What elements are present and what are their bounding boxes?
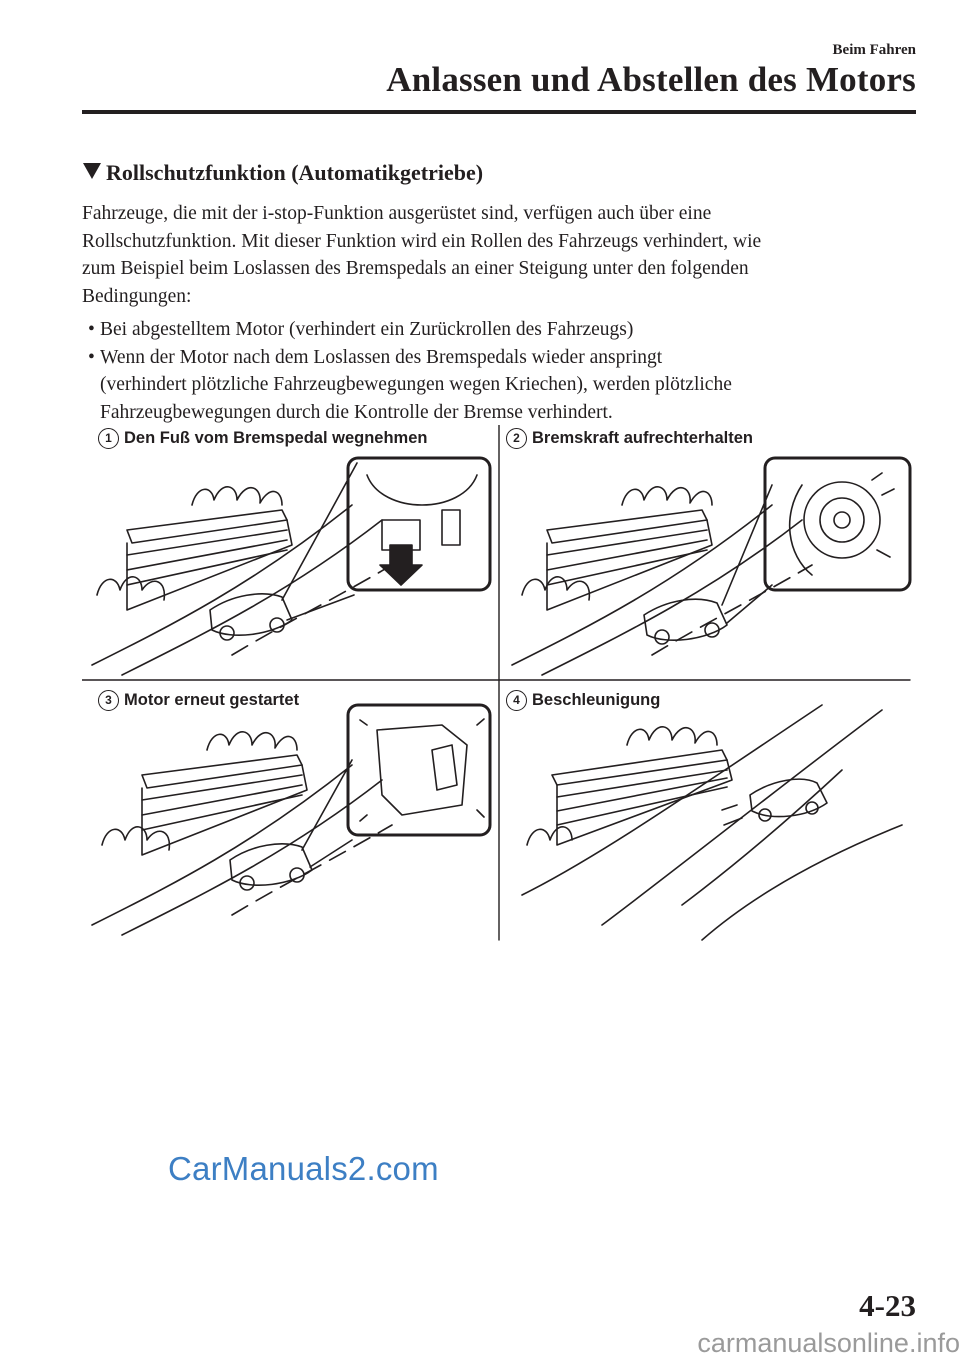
- page-title: Anlassen und Abstellen des Motors: [386, 60, 916, 99]
- header-rule: [82, 110, 916, 114]
- panel-label-text: Bremskraft aufrechterhalten: [532, 429, 753, 447]
- step-number-badge: 3: [98, 690, 119, 711]
- rollback-illustration: [82, 425, 916, 945]
- bullet-line: (verhindert plötzliche Fahrzeugbewegungen wegen Kriechen), werden plötzliche: [100, 374, 732, 396]
- watermark: CarManuals2.com: [168, 1150, 439, 1187]
- body-paragraph: [82, 200, 882, 310]
- bullet-line: Wenn der Motor nach dem Loslassen des Bremspedals wieder anspringt: [100, 346, 663, 368]
- scene-1: [92, 458, 490, 675]
- panel-label-text: Motor erneut gestartet: [124, 691, 300, 709]
- step-number-badge: 4: [506, 690, 527, 711]
- section-heading: [82, 160, 483, 186]
- scene-2: [512, 458, 910, 675]
- header-section: Beim Fahren: [832, 42, 916, 58]
- scene-4: [522, 705, 902, 940]
- paragraph-line: Bedingungen:: [82, 285, 192, 307]
- panel-label-text: Den Fuß vom Bremspedal wegnehmen: [124, 429, 428, 447]
- page-number: 4-23: [859, 1288, 916, 1323]
- triangle-down-icon: [82, 160, 102, 186]
- section-heading-text: Rollschutzfunktion (Automatikgetriebe): [106, 160, 484, 185]
- paragraph-line: zum Beispiel beim Loslassen des Bremspedals an einer Steigung unter den folgenden: [82, 258, 749, 280]
- paragraph-line: Rollschutzfunktion. Mit dieser Funktion wird ein Rollen des Fahrzeugs verhindert, wie: [82, 230, 762, 252]
- panel-label-text: Beschleunigung: [532, 691, 661, 709]
- bullet-dot: •: [88, 346, 95, 368]
- bullet-item: [88, 344, 878, 427]
- bullet-line: Fahrzeugbewegungen durch die Kontrolle der Bremse verhindert.: [100, 401, 613, 423]
- step-number-badge: 2: [506, 428, 527, 449]
- paragraph-line: Fahrzeuge, die mit der i-stop-Funktion ausgerüstet sind, verfügen auch über eine: [82, 203, 712, 224]
- footer-watermark: carmanualsonline.info: [697, 1328, 960, 1358]
- scene-3: [92, 705, 490, 935]
- bullet-line: Bei abgestelltem Motor (verhindert ein Zurückrollen des Fahrzeugs): [100, 319, 634, 340]
- step-number-badge: 1: [98, 428, 119, 449]
- bullet-dot: •: [88, 319, 95, 340]
- bullet-item: [88, 316, 878, 344]
- bullet-list: [88, 316, 878, 426]
